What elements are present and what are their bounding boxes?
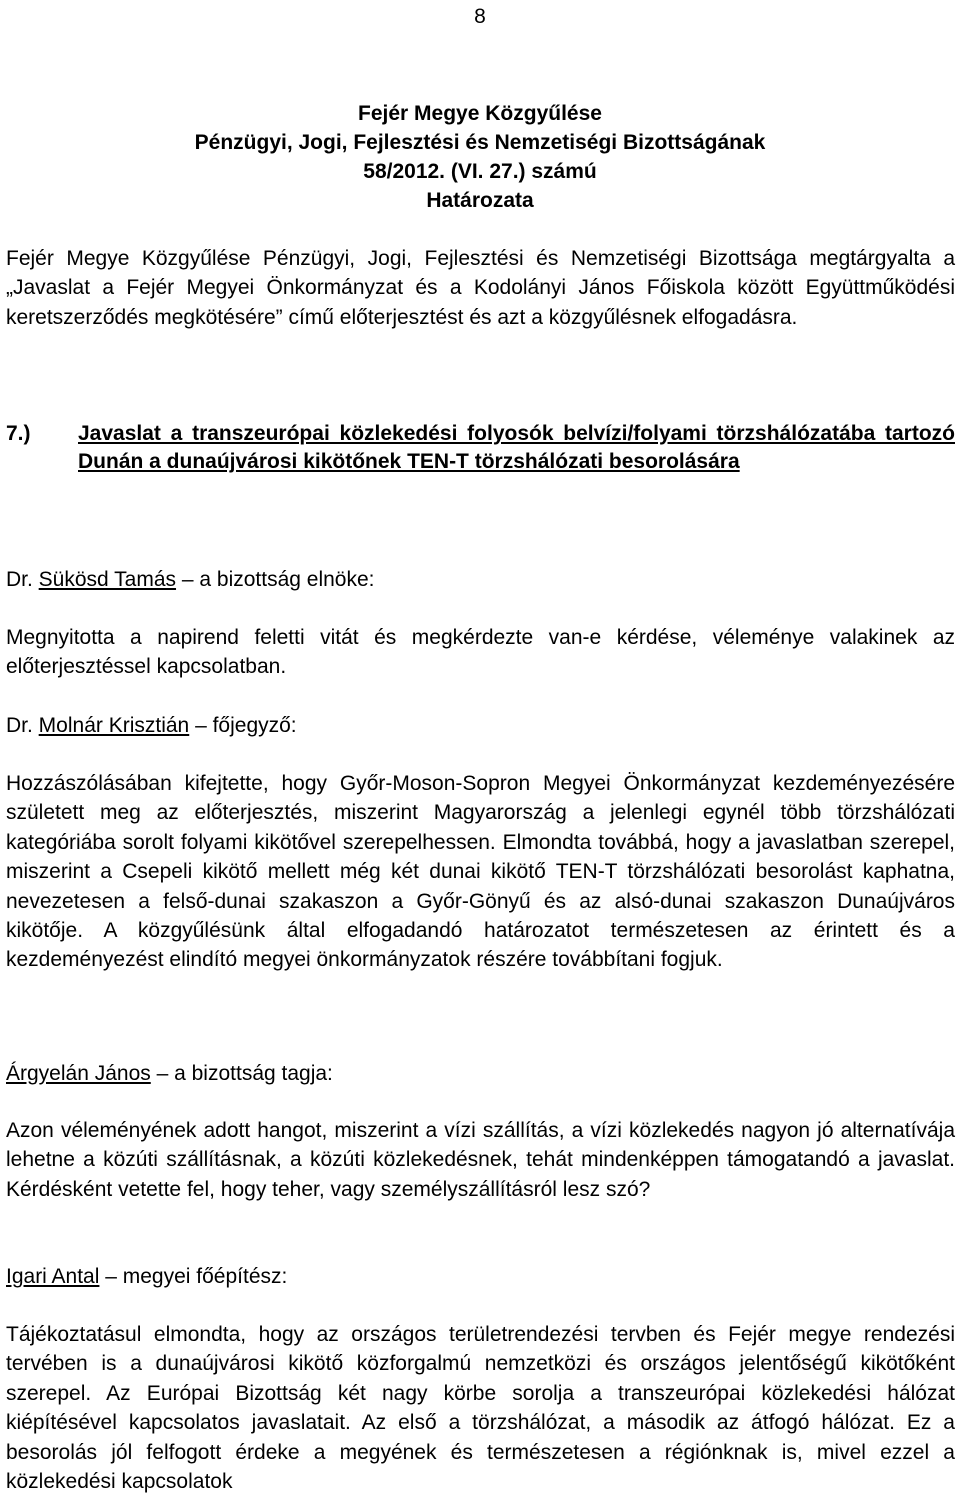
speaker-role: – a bizottság elnöke: <box>176 568 375 591</box>
speaker-2 <box>6 711 955 740</box>
resolution-heading <box>0 99 960 215</box>
speaker-prefix: Dr. <box>6 714 39 737</box>
speaker-name: Árgyelán János <box>6 1062 151 1085</box>
resolution-text: Fejér Megye Közgyűlése Pénzügyi, Jogi, Fejlesztési és Nemzetiségi Bizottsága megtárgyalta a „Javaslat a Fejér Megyei Önkormányzat és a Kodolányi János Főiskola között Együttműködési keretszerződés megkötésére” című előterjesztést és azt a közgyűlésnek elfogadásra. <box>6 247 955 329</box>
speaker-name: Molnár Krisztián <box>38 714 190 737</box>
speaker-name: Sükösd Tamás <box>38 568 177 591</box>
statement-3 <box>6 1116 955 1204</box>
statement-4 <box>6 1320 955 1496</box>
speaker-prefix: Dr. <box>6 568 39 591</box>
speaker-name: Igari Antal <box>6 1265 100 1288</box>
heading-number: 58/2012. (VI. 27.) számú <box>363 160 597 183</box>
speaker-role: – főjegyző: <box>189 714 297 737</box>
page-number: 8 <box>474 5 486 28</box>
statement-text: Azon véleményének adott hangot, miszerint a vízi szállítás, a vízi közlekedés nagyon jó alternatívája lehetne a közúti szállításnak, a közúti közlekedésnek, tehát mindenképpen támogatandó a javaslat. Kérdésként vetette fel, hogy teher, vagy személyszállításról lesz szó? <box>6 1119 955 1201</box>
resolution-text-block <box>6 244 955 332</box>
agenda-number: 7.) <box>6 422 31 445</box>
statement-text: Tájékoztatásul elmondta, hogy az országos területrendezési tervben és Fejér megye rendezési tervében is a dunaújvárosi kikötő közforgalmú nemzetközi és országos jelentőségű kikötőként szerepel. Az Európai Bizottság két nagy körbe sorolja a transzeurópai közlekedési hálózat kiépítésével kapcsolatos javaslatait. Az első a törzshálózat, a második az átfogó hálózat. Ez a besorolás jól felfogott érdeke a megyének és természetesen a régiónknak is, mivel ezzel a közlekedési kapcsolatok <box>6 1323 955 1494</box>
statement-1 <box>6 623 955 682</box>
statement-text: Megnyitotta a napirend feletti vitát és megkérdezte van-e kérdése, véleménye valakinek az előterjesztéssel kapcsolatban. <box>6 626 955 679</box>
statement-2 <box>6 769 955 975</box>
speaker-role: – megyei főépítész: <box>99 1265 288 1288</box>
speaker-3 <box>6 1059 955 1088</box>
heading-assembly: Fejér Megye Közgyűlése <box>358 102 602 125</box>
speaker-4 <box>6 1262 955 1291</box>
agenda-item <box>6 420 955 475</box>
statement-text: Hozzászólásában kifejtette, hogy Győr-Moson-Sopron Megyei Önkormányzat kezdeményezésére született meg az előterjesztés, miszerint Magyarország a jelenlegi egynél több törzshálózati kategóriába sorolt folyami kikötővel szerepelhessen. Elmondta továbbá, hogy a javaslatban szerepel, miszerint a Csepeli kikötő mellett még két dunai kikötő TEN-T törzshálózati besorolást kaphatna, nevezetesen a felső-dunai szakaszon a Győr-Gönyű és az alsó-dunai szakaszon Dunaújváros kikötője. A közgyűlésünk által elfogadandó határozatot természetesen az érintett és a kezdeményezést elindító megyei önkormányzatok részére továbbítani fogjuk. <box>6 772 955 972</box>
heading-committee: Pénzügyi, Jogi, Fejlesztési és Nemzetiségi Bizottságának <box>194 131 766 154</box>
speaker-role: – a bizottság tagja: <box>150 1062 333 1085</box>
heading-type: Határozata <box>426 189 534 212</box>
speaker-1 <box>6 565 955 594</box>
agenda-title: Javaslat a transzeurópai közlekedési folyosók belvízi/folyami törzshálózatába tartozó Dunán a dunaújvárosi kikötőnek TEN-T törzshálózati besorolására <box>78 422 955 473</box>
